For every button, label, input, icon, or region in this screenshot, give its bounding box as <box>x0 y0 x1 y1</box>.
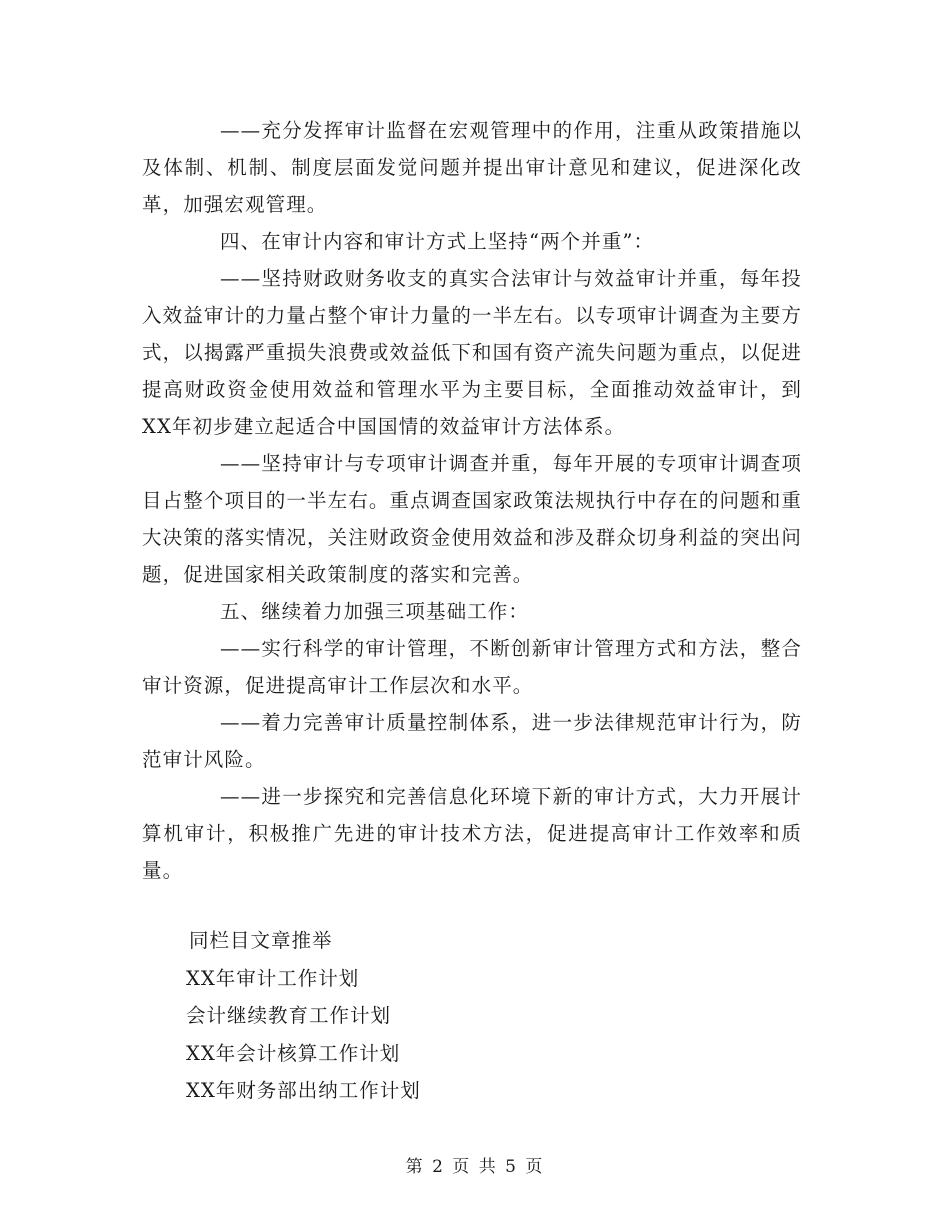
paragraph-quality-control: ——着力完善审计质量控制体系，进一步法律规范审计行为，防范审计风险。 <box>142 711 802 771</box>
heading-section-four: 四、在审计内容和审计方式上坚持“两个并重”： <box>220 230 655 253</box>
recommended-article-link[interactable]: 会计继续教育工作计划 <box>186 1004 392 1027</box>
paragraph-special-investigation: ——坚持审计与专项审计调查并重，每年开展的专项审计调查项目占整个项目的一半左右。重点调查国家政策法规执行中存在的问题和重大决策的落实情况，关注财政资金使用效益和涉及群众切身利益的突出问题，促进国家相关政策制度的落实和完善。 <box>142 452 802 586</box>
recommended-articles-title: 同栏目文章推举 <box>189 929 333 952</box>
recommended-articles <box>186 922 686 1110</box>
recommended-article-link[interactable]: XX年财务部出纳工作计划 <box>186 1079 421 1102</box>
paragraph-audit-management: ——实行科学的审计管理，不断创新审计管理方式和方法，整合审计资源，促进提高审计工作层次和水平。 <box>142 637 802 697</box>
paragraph-macro-management: ——充分发挥审计监督在宏观管理中的作用，注重从政策措施以及体制、机制、制度层面发觉问题并提出审计意见和建议，促进深化改革，加强宏观管理。 <box>142 119 802 216</box>
recommended-article-link[interactable]: XX年审计工作计划 <box>186 966 360 990</box>
paragraph-computer-audit: ——进一步探究和完善信息化环境下新的审计方式，大力开展计算机审计，积极推广先进的审计技术方法，促进提高审计工作效率和质量。 <box>142 785 802 882</box>
page-number-footer: 第 2 页 共 5 页 <box>405 1157 545 1177</box>
recommended-article-link[interactable]: XX年会计核算工作计划 <box>186 1041 401 1065</box>
heading-section-five: 五、继续着力加强三项基础工作： <box>220 600 530 623</box>
body-text <box>142 112 802 889</box>
paragraph-efficiency-audit: ——坚持财政财务收支的真实合法审计与效益审计并重，每年投入效益审计的力量占整个审计力量的一半左右。以专项审计调查为主要方式，以揭露严重损失浪费或效益低下和国有资产流失问题为重点，以促进提高财政资金使用效益和管理水平为主要目标，全面推动效益审计，到XX年初步建立起适合中国国情的效益审计方法体系。 <box>142 267 802 438</box>
